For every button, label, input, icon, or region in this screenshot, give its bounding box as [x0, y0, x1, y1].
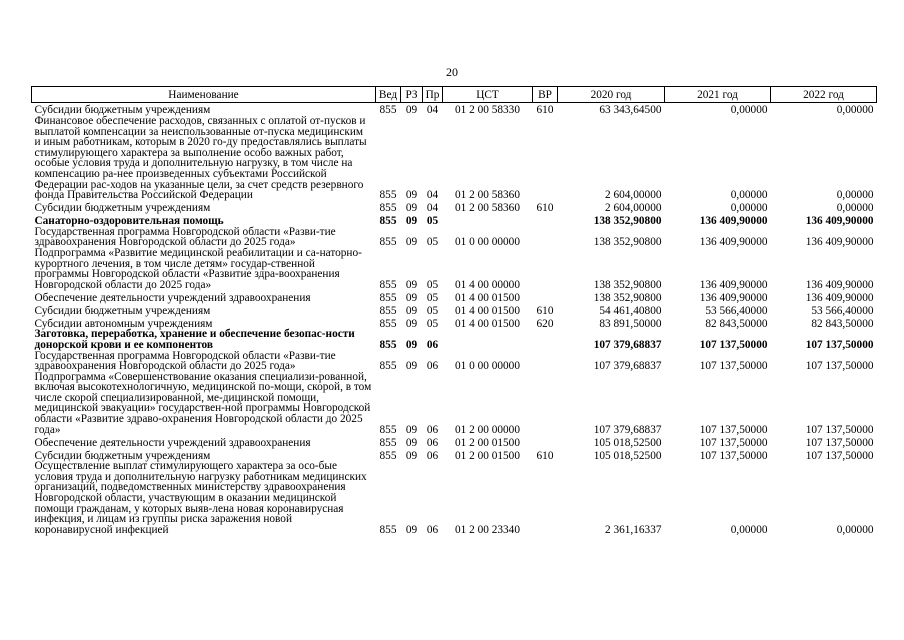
cell-pr: 06 [426, 449, 439, 462]
table-body [32, 103, 877, 536]
header-2022: 2022 год [771, 87, 877, 103]
cell-vr: 610 [536, 202, 554, 215]
table-row [32, 303, 877, 316]
cell-2022: 136 409,90000 [805, 215, 874, 228]
cell-cst: 01 2 00 00000 [455, 423, 520, 436]
cell-cst: 01 2 00 01500 [455, 436, 520, 449]
table-row [32, 103, 877, 117]
cell-ved: 855 [379, 202, 397, 215]
cell-2020: 107 379,68837 [593, 360, 662, 373]
cell-vr: 610 [536, 304, 554, 317]
cell-2020: 138 352,90800 [593, 278, 662, 291]
cell-2020: 2 361,16337 [605, 523, 662, 536]
cell-cst: 01 0 00 00000 [455, 360, 520, 373]
cell-vr [533, 435, 558, 448]
cell-2022: 82 843,50000 [811, 317, 874, 330]
cell-rz: 09 [405, 436, 418, 449]
header-pr: Пр [423, 87, 443, 103]
table-row [32, 461, 877, 535]
cell-ved: 855 [379, 104, 397, 117]
cell-2021: 0,00000 [730, 202, 768, 215]
cell-2020: 105 018,52500 [593, 449, 662, 462]
cell-vr [533, 372, 558, 436]
cell-vr: 620 [536, 317, 554, 330]
cell-2020: 83 891,50000 [599, 317, 662, 330]
cell-ved: 855 [379, 436, 397, 449]
cell-pr: 05 [426, 278, 439, 291]
cell-name: Государственная программа Новгородской области «Разви-тие здравоохранения Новгородской области до 2025 года» [34, 349, 336, 373]
cell-pr: 06 [426, 523, 439, 536]
cell-pr: 04 [426, 202, 439, 215]
cell-2021: 107 137,50000 [699, 436, 768, 449]
cell-name: Заготовка, переработка, хранение и обеспечение безопас-ности донорской крови и ее компонентов [34, 328, 355, 351]
cell-2022: 0,00000 [836, 189, 874, 202]
table-row [32, 248, 877, 290]
cell-ved: 855 [379, 317, 397, 330]
cell-cst: 01 4 00 01500 [455, 291, 520, 304]
table-header [32, 87, 877, 103]
cell-name: Субсидии бюджетным учреждениям [34, 304, 211, 317]
cell-pr: 04 [426, 189, 439, 202]
cell-name: Осуществление выплат стимулирующего характера за осо-бые условия труда и дополнительную нагрузку работникам медицинских организаций, подведомственных министерству здравоохранения Новгородской области, участвующим в оказании медицинской помощи гражданам, у которых выяв-лена новая коронавирусная инфекция, и лицам из группы риска заражения новой коронавирусной инфекцией [34, 460, 367, 536]
cell-cst [443, 329, 533, 350]
cell-vr [533, 329, 558, 350]
cell-name: Субсидии бюджетным учреждениям [34, 104, 211, 117]
cell-name: Подпрограмма «Совершенствование оказания специализи-рованной, включая высокотехнологичную, медицинской по-мощи, скорой, в том числе скорой специализированной, ме-дицинской помощи, медицинской эвакуации» государствен-ной программы Новгородской области «Развитие здраво-охранения Новгородской области до 2025 года» [34, 370, 372, 436]
cell-ved: 855 [379, 189, 397, 202]
cell-name: Субсидии бюджетным учреждениям [34, 202, 211, 215]
cell-2022: 0,00000 [836, 202, 874, 215]
cell-2022: 136 409,90000 [805, 291, 874, 304]
cell-2022: 107 137,50000 [805, 338, 874, 351]
cell-2021: 107 137,50000 [699, 338, 768, 351]
table-row [32, 372, 877, 436]
cell-pr: 06 [426, 338, 439, 351]
cell-ved: 855 [379, 236, 397, 249]
cell-vr: 610 [536, 104, 554, 117]
cell-vr [533, 461, 558, 535]
table-row [32, 227, 877, 248]
cell-2020: 54 461,40800 [599, 304, 662, 317]
cell-rz: 09 [405, 202, 418, 215]
cell-2020: 138 352,90800 [593, 215, 662, 228]
cell-cst: 01 4 00 01500 [455, 304, 520, 317]
cell-name: Государственная программа Новгородской области «Разви-тие здравоохранения Новгородской области до 2025 года» [34, 225, 336, 249]
cell-cst: 01 4 00 01500 [455, 317, 520, 330]
cell-ved: 855 [379, 291, 397, 304]
page-number: 20 [446, 65, 458, 79]
cell-ved: 855 [379, 523, 397, 536]
table-row [32, 116, 877, 201]
cell-name: Субсидии бюджетным учреждениям [34, 449, 211, 462]
cell-cst: 01 2 00 58360 [455, 189, 520, 202]
cell-2021: 107 137,50000 [699, 423, 768, 436]
cell-rz: 09 [405, 291, 418, 304]
cell-pr: 04 [426, 104, 439, 117]
cell-2022: 136 409,90000 [805, 278, 874, 291]
cell-2021: 136 409,90000 [699, 236, 768, 249]
cell-rz: 09 [405, 304, 418, 317]
cell-ved: 855 [379, 338, 397, 351]
cell-name: Обеспечение деятельности учреждений здравоохранения [34, 436, 311, 449]
cell-vr [533, 351, 558, 372]
cell-ved: 855 [379, 215, 397, 228]
cell-2021: 82 843,50000 [705, 317, 768, 330]
cell-cst: 01 0 00 00000 [455, 236, 520, 249]
cell-pr: 06 [426, 423, 439, 436]
cell-2020: 105 018,52500 [593, 436, 662, 449]
cell-vr [533, 116, 558, 201]
cell-cst [443, 214, 533, 227]
cell-2021: 0,00000 [730, 523, 768, 536]
cell-pr: 05 [426, 317, 439, 330]
cell-2022: 107 137,50000 [805, 436, 874, 449]
cell-rz: 09 [405, 317, 418, 330]
cell-cst: 01 2 00 01500 [455, 449, 520, 462]
cell-2021: 107 137,50000 [699, 449, 768, 462]
cell-cst: 01 2 00 23340 [455, 523, 520, 536]
header-name: Наименование [32, 87, 376, 103]
cell-2021: 136 409,90000 [699, 215, 768, 228]
table-row [32, 214, 877, 227]
cell-ved: 855 [379, 304, 397, 317]
cell-vr: 610 [536, 449, 554, 462]
header-2021: 2021 год [665, 87, 771, 103]
cell-ved: 855 [379, 449, 397, 462]
cell-name: Финансовое обеспечение расходов, связанных с оплатой от-пусков и выплатой компенсации за неиспользованные от-пуска медицинским и иным работникам, которым в 2020 го-ду предоставлялись выплаты стимулирующего характера за выполнение особо важных работ, особые условия труда и дополнительную нагрузку, в том числе на компенсацию ра-нее произведенных субъектами Российской Федерации рас-ходов на указанные цели, за счет средств резервного фонда Правительства Российской Федерации [34, 115, 367, 202]
cell-pr: 06 [426, 360, 439, 373]
table-row [32, 329, 877, 350]
header-2020: 2020 год [558, 87, 665, 103]
cell-cst: 01 2 00 58360 [455, 202, 520, 215]
cell-ved: 855 [379, 360, 397, 373]
cell-2022: 107 137,50000 [805, 423, 874, 436]
cell-name: Обеспечение деятельности учреждений здравоохранения [34, 291, 311, 304]
cell-2022: 136 409,90000 [805, 236, 874, 249]
cell-2021: 0,00000 [730, 104, 768, 117]
cell-pr: 05 [426, 291, 439, 304]
cell-2020: 63 343,64500 [599, 104, 662, 117]
cell-2020: 138 352,90800 [593, 236, 662, 249]
cell-2021: 53 566,40000 [705, 304, 768, 317]
cell-rz: 09 [405, 360, 418, 373]
cell-rz: 09 [405, 236, 418, 249]
cell-pr: 05 [426, 236, 439, 249]
cell-name: Санаторно-оздоровительная помощь [34, 215, 224, 228]
cell-pr: 05 [426, 215, 439, 228]
header-rz: РЗ [401, 87, 423, 103]
cell-name: Подпрограмма «Развитие медицинской реабилитации и са-наторно-курортного лечения, в том числе детям» государ-ственной программы Новгородской области «Развитие здра-воохранения Новгородской области до 2025 года» [34, 246, 362, 291]
budget-table [31, 86, 877, 535]
cell-cst: 01 2 00 58330 [455, 104, 520, 117]
cell-pr: 05 [426, 304, 439, 317]
table-row [32, 290, 877, 303]
cell-rz: 09 [405, 189, 418, 202]
table-row [32, 201, 877, 214]
cell-2022: 0,00000 [836, 104, 874, 117]
table-row [32, 351, 877, 372]
header-ved: Вед [376, 87, 401, 103]
cell-2022: 0,00000 [836, 523, 874, 536]
cell-2022: 107 137,50000 [805, 360, 874, 373]
cell-2020: 107 379,68837 [593, 338, 662, 351]
cell-cst: 01 4 00 00000 [455, 278, 520, 291]
table-row [32, 435, 877, 448]
cell-rz: 09 [405, 215, 418, 228]
cell-2021: 0,00000 [730, 189, 768, 202]
cell-2020: 107 379,68837 [593, 423, 662, 436]
cell-2020: 138 352,90800 [593, 291, 662, 304]
cell-2020: 2 604,00000 [605, 189, 662, 202]
cell-rz: 09 [405, 278, 418, 291]
cell-vr [533, 214, 558, 227]
cell-2021: 136 409,90000 [699, 278, 768, 291]
cell-rz: 09 [405, 338, 418, 351]
cell-vr [533, 248, 558, 290]
cell-pr: 06 [426, 436, 439, 449]
header-vr: ВР [533, 87, 558, 103]
cell-rz: 09 [405, 104, 418, 117]
cell-vr [533, 227, 558, 248]
cell-2021: 136 409,90000 [699, 291, 768, 304]
cell-2022: 107 137,50000 [805, 449, 874, 462]
cell-ved: 855 [379, 423, 397, 436]
cell-rz: 09 [405, 523, 418, 536]
cell-vr [533, 290, 558, 303]
cell-rz: 09 [405, 449, 418, 462]
cell-2022: 53 566,40000 [811, 304, 874, 317]
cell-ved: 855 [379, 278, 397, 291]
cell-2020: 2 604,00000 [605, 202, 662, 215]
header-cst: ЦСТ [443, 87, 533, 103]
cell-2021: 107 137,50000 [699, 360, 768, 373]
cell-rz: 09 [405, 423, 418, 436]
cell-name: Субсидии автономным учреждениям [34, 317, 213, 330]
